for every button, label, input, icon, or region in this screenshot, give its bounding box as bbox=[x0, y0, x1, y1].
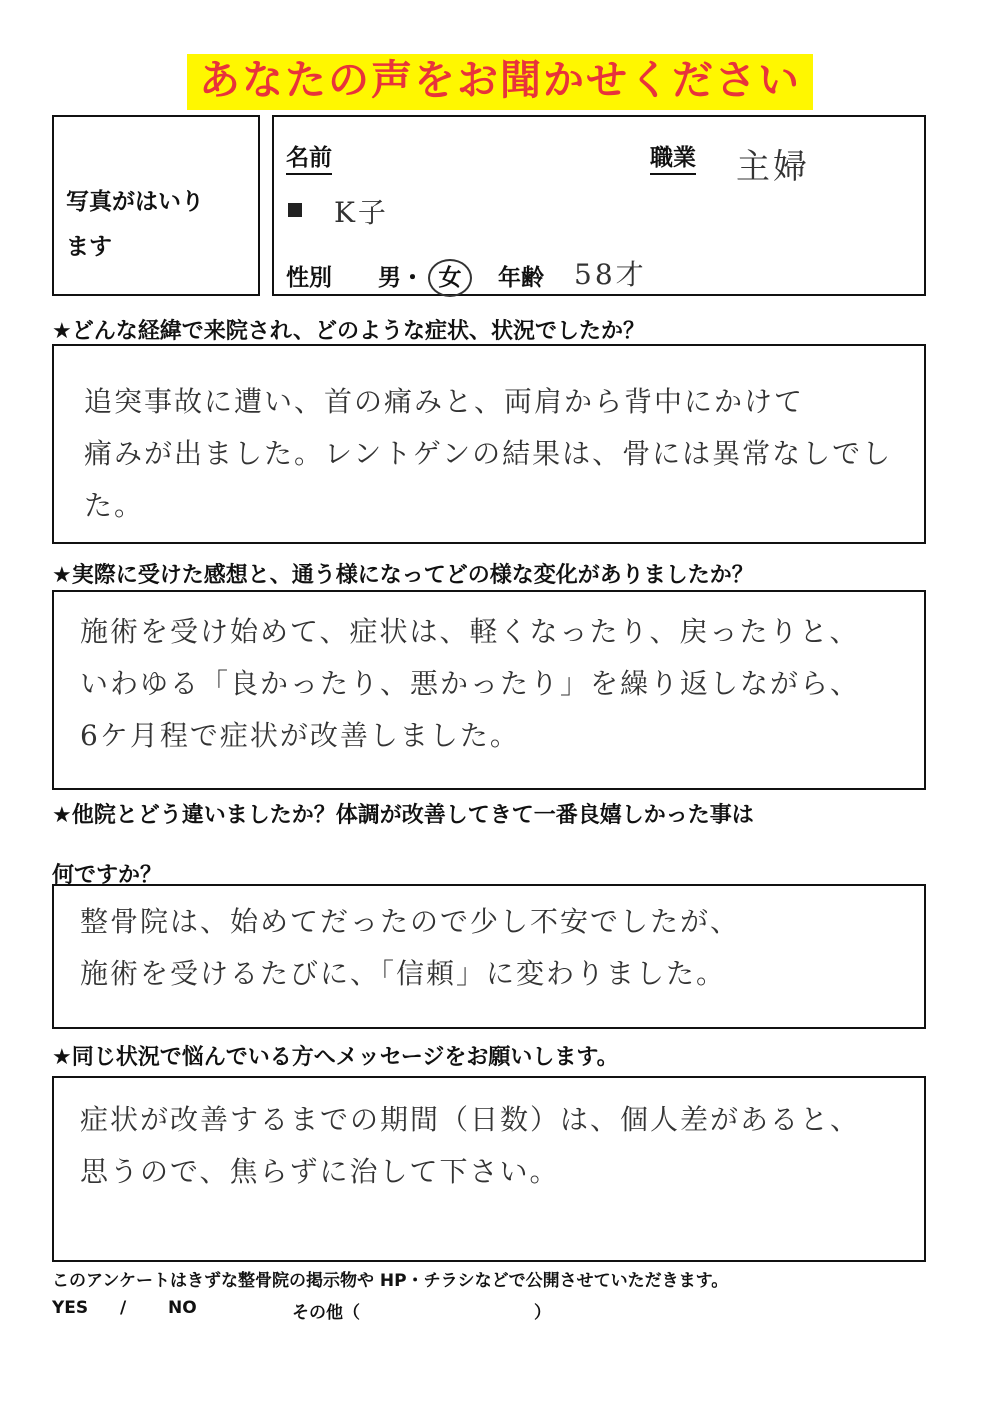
consent-other-label[interactable]: その他（ bbox=[292, 1303, 360, 1323]
consent-other-close: ） bbox=[534, 1303, 551, 1323]
answer-2-line-3: 6ケ月程で症状が改善しました。 bbox=[80, 719, 520, 752]
photo-placeholder bbox=[52, 115, 260, 296]
answer-1-line-2: 痛みが出ました。レントゲンの結果は、骨には異常なしでした。 bbox=[84, 437, 893, 522]
title-banner bbox=[0, 54, 1000, 110]
question-4: ★同じ状況で悩んでいる方へメッセージをお願いします。 bbox=[52, 1045, 619, 1070]
gender-separator: ・ bbox=[401, 265, 424, 291]
answer-3-line-2: 施術を受けるたびに、「信頼」に変わりました。 bbox=[80, 957, 727, 990]
answer-box-2 bbox=[52, 590, 926, 790]
age-label: 年齢 bbox=[498, 265, 544, 291]
answer-2-line-1: 施術を受け始めて、症状は、軽くなったり、戻ったりと、 bbox=[80, 615, 860, 648]
profile-box bbox=[272, 115, 926, 296]
photo-text-line2: ます bbox=[66, 234, 112, 260]
answer-box-4 bbox=[52, 1076, 926, 1262]
question-3: ★他院とどう違いましたか？体調が改善してきて一番良嬉しかった事は bbox=[52, 803, 754, 828]
gender-label: 性別 bbox=[286, 265, 332, 291]
occupation-value: 主婦 bbox=[736, 147, 810, 187]
consent-slash: / bbox=[120, 1298, 127, 1318]
question-3-line-2: 何ですか？ bbox=[52, 863, 163, 888]
consent-no[interactable]: NO bbox=[168, 1298, 197, 1318]
age-value: 58才 bbox=[574, 258, 647, 291]
answer-1-line-1: 追突事故に遭い、首の痛みと、両肩から背中にかけて bbox=[84, 385, 805, 418]
gender-female-circled: 女 bbox=[428, 259, 472, 297]
name-value: K子 bbox=[334, 196, 389, 229]
answer-box-1 bbox=[52, 344, 926, 544]
answer-2-line-2: いわゆる「良かったり、悪かったり」を繰り返しながら、 bbox=[80, 667, 861, 700]
occupation-label: 職業 bbox=[650, 139, 696, 175]
consent-text: このアンケートはきずな整骨院の掲示物や HP・チラシなどで公開させていただきます。 bbox=[52, 1271, 729, 1291]
name-label: 名前 bbox=[286, 139, 332, 175]
consent-yes[interactable]: YES bbox=[52, 1298, 89, 1318]
answer-box-3 bbox=[52, 884, 926, 1029]
photo-text-line1: 写真がはいり bbox=[66, 189, 204, 215]
answer-4-line-1: 症状が改善するまでの期間（日数）は、個人差があると、 bbox=[80, 1103, 861, 1136]
name-marker-icon bbox=[288, 203, 302, 217]
question-1: ★どんな経緯で来院され、どのような症状、状況でしたか？ bbox=[52, 319, 646, 344]
question-2: ★実際に受けた感想と、通う様になってどの様な変化がありましたか？ bbox=[52, 563, 754, 588]
gender-options bbox=[378, 259, 476, 297]
answer-4-line-2: 思うので、焦らずに治して下さい。 bbox=[80, 1155, 560, 1188]
page-title: あなたの声をお聞かせください bbox=[187, 54, 813, 110]
answer-3-line-1: 整骨院は、始めてだったので少し不安でしたが、 bbox=[80, 905, 741, 938]
gender-male: 男 bbox=[378, 265, 401, 291]
